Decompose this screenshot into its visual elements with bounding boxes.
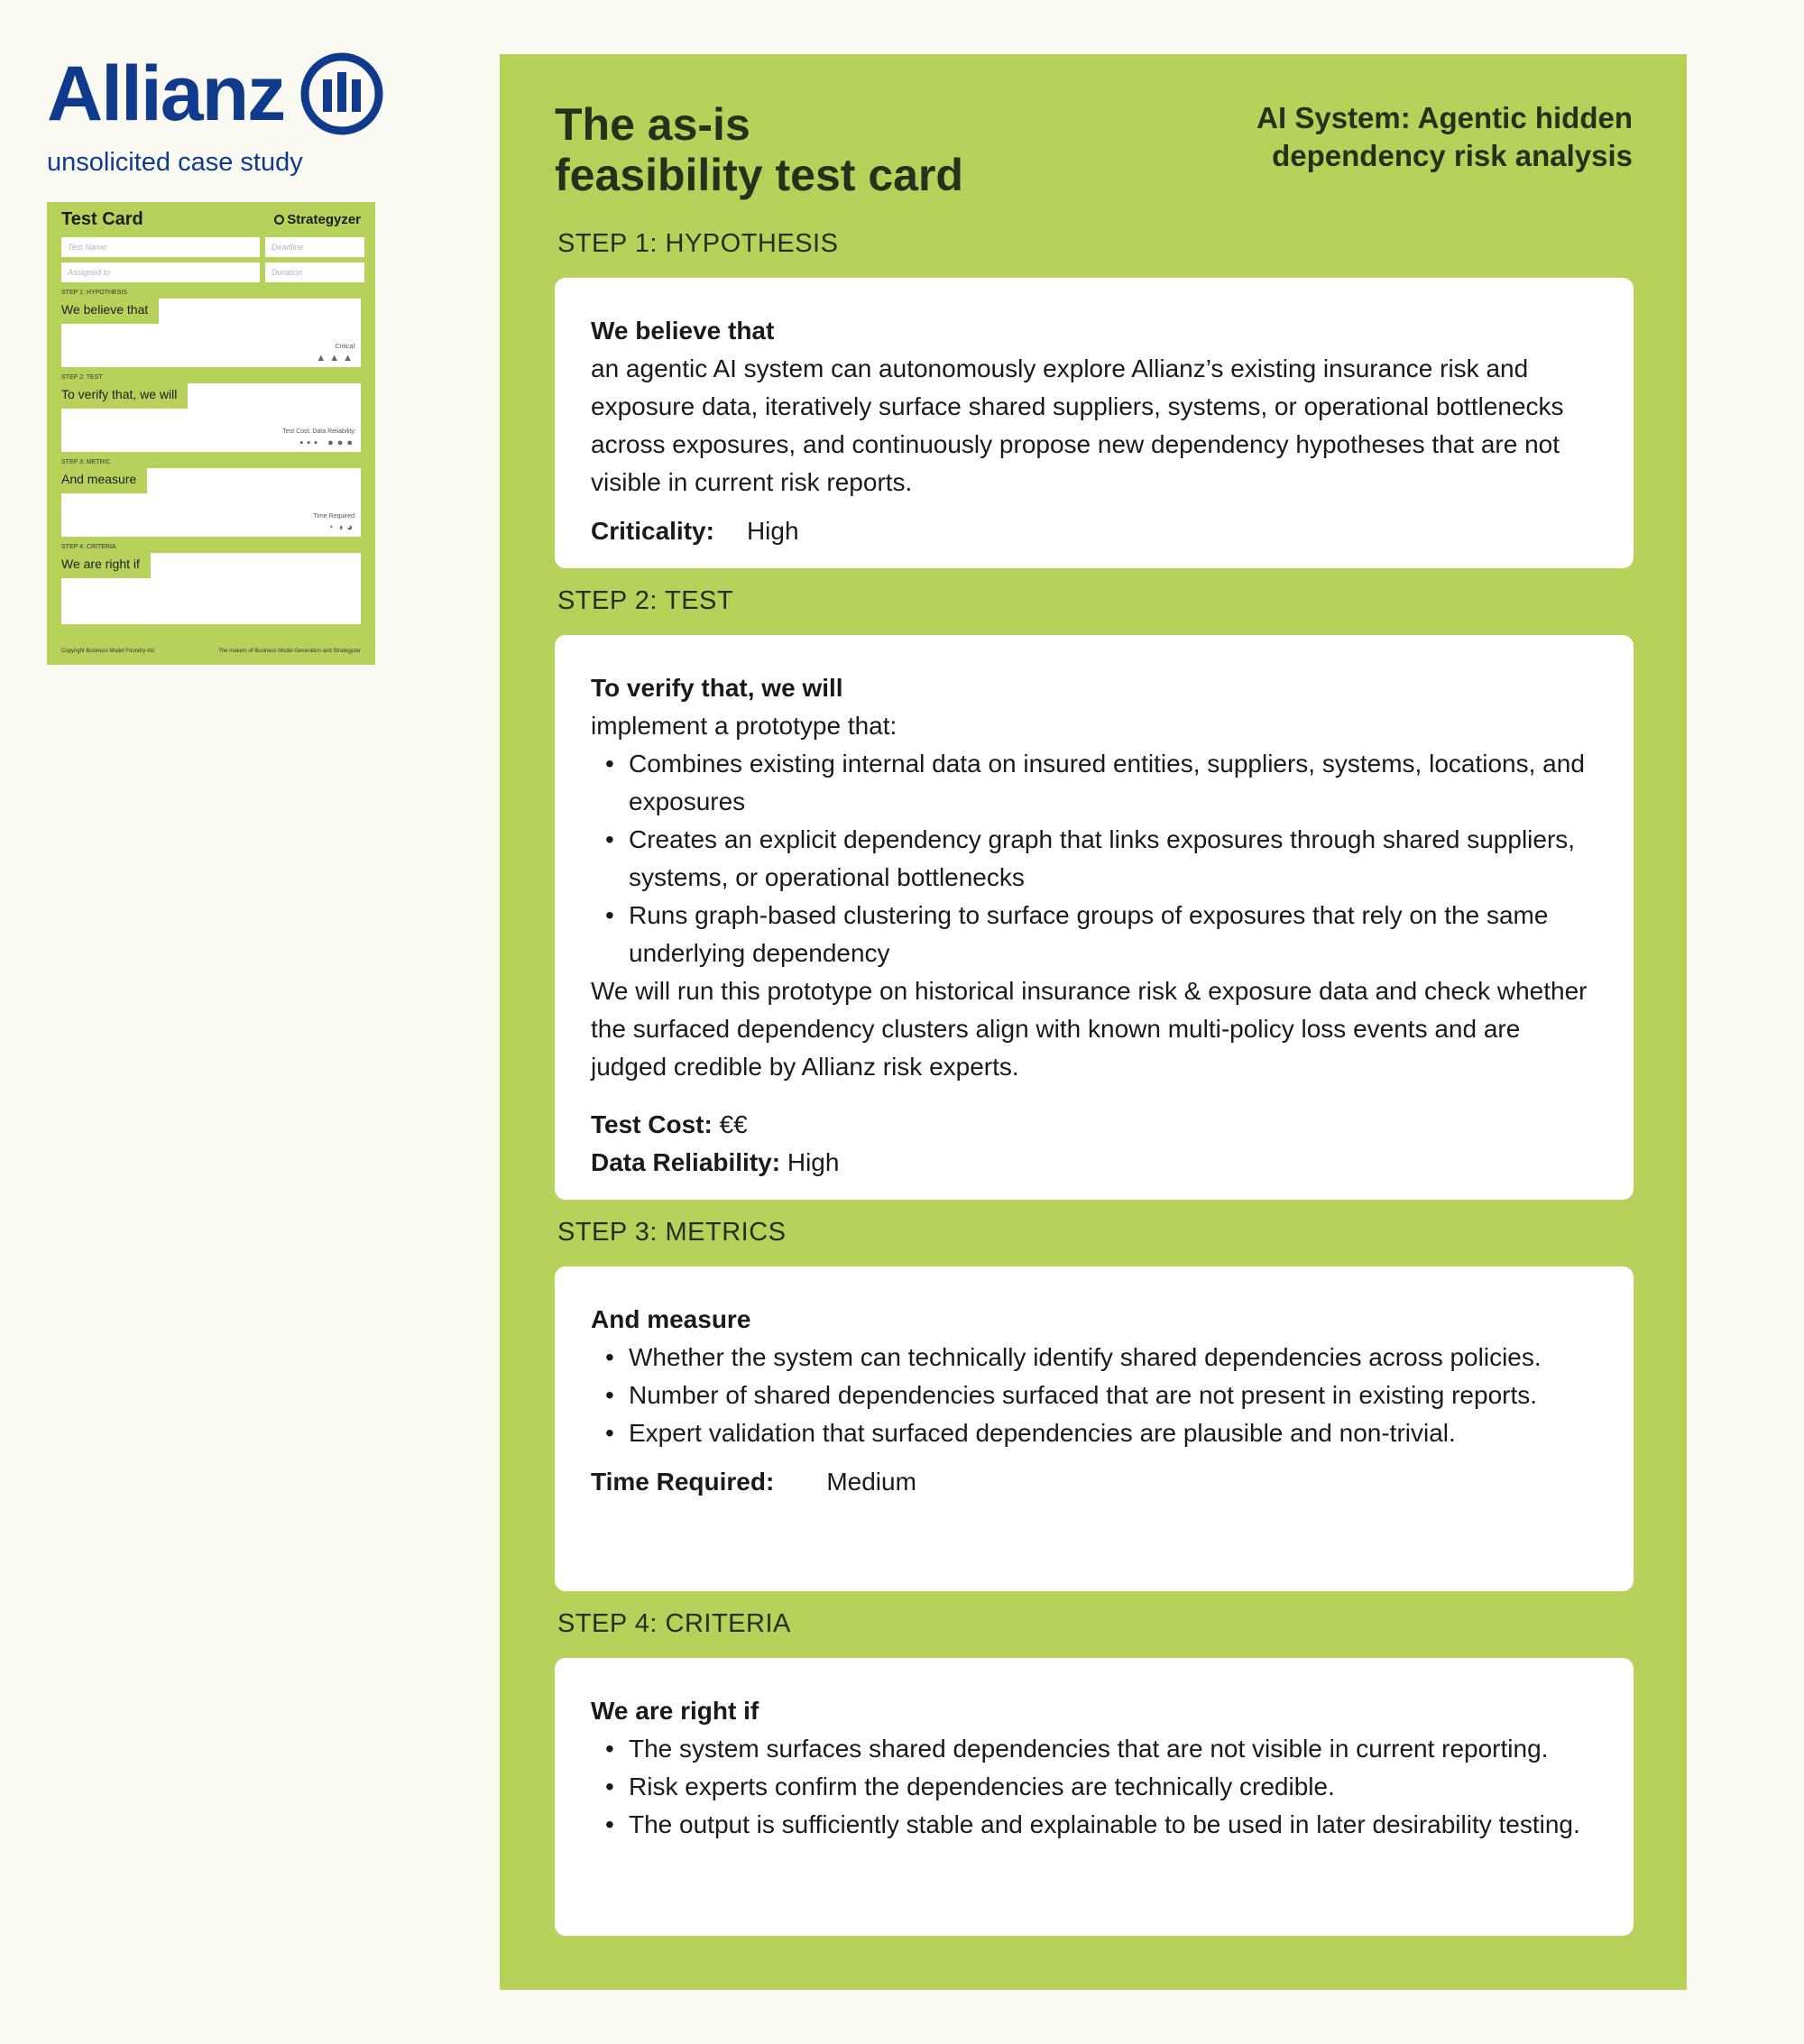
list-item: • Number of shared dependencies surfaced that are not present in existing reports. <box>629 1376 1597 1414</box>
mini-step-lead: To verify that, we will <box>61 383 188 409</box>
test-cost-value: €€ <box>719 1110 748 1138</box>
mini-step-label: STEP 2: TEST <box>61 374 103 381</box>
step2-lead: To verify that, we will <box>591 674 843 702</box>
step3-bullet-list <box>591 1339 1597 1452</box>
mini-step-box <box>61 383 361 452</box>
mini-step-meta: Time Required: <box>313 513 356 520</box>
step2-outro: We will run this prototype on historical insurance risk & exposure data and check whether the surfaced dependency clusters align with known multi-policy loss events and are judged credible by Allianz risk experts. <box>591 977 1588 1081</box>
list-item: • Combines existing internal data on insured entities, suppliers, systems, locations, and exposures <box>629 745 1597 821</box>
mini-step-label: STEP 3: METRIC <box>61 459 111 465</box>
mini-field: Test Name <box>61 237 260 257</box>
mini-field: Assigned to <box>61 262 260 282</box>
mini-step-label: STEP 1: HYPOTHESIS <box>61 290 128 296</box>
cost-reliability-icons: ▪▪▪ ●●● <box>299 437 356 448</box>
mini-step-lead: And measure <box>61 468 147 493</box>
test-card-thumbnail <box>47 202 375 665</box>
mini-card-brand: Strategyzer <box>274 212 361 227</box>
list-item: • Risk experts confirm the dependencies are technically credible. <box>629 1768 1597 1806</box>
step2-intro: implement a prototype that: <box>591 712 897 740</box>
feasibility-test-card <box>500 54 1687 1990</box>
mini-step-meta: Critical: <box>335 344 356 350</box>
mini-step-lead: We believe that <box>61 299 159 324</box>
mini-step-lead: We are right if <box>61 553 151 578</box>
criticality-row: Criticality: High <box>591 517 799 545</box>
brand-name: Allianz <box>47 51 285 137</box>
step1-label: STEP 1: HYPOTHESIS <box>557 229 839 258</box>
list-item: • The system surfaces shared dependencies that are not visible in current reporting. <box>629 1730 1597 1768</box>
criticality-triangles-icon: ▲▲▲ <box>316 353 356 364</box>
step2-panel <box>555 635 1634 1200</box>
mini-footer-left: Copyright Business Model Foundry AG <box>61 649 155 654</box>
step4-lead: We are right if <box>591 1697 759 1725</box>
step1-lead: We believe that <box>591 317 775 345</box>
allianz-eagle-icon <box>300 52 383 135</box>
data-reliability-row: Data Reliability: High <box>591 1148 840 1176</box>
step3-panel <box>555 1266 1634 1591</box>
test-cost-row: Test Cost: €€ <box>591 1110 748 1138</box>
brand-header <box>47 52 383 135</box>
mini-field: Duration <box>265 262 364 282</box>
step3-lead: And measure <box>591 1305 751 1333</box>
mini-step-box <box>61 553 361 624</box>
time-required-row: Time Required: Medium <box>591 1468 916 1496</box>
mini-step-label: STEP 4: CRITERIA <box>61 544 116 550</box>
mini-footer-right: The makers of Business Model Generation and Strategyzer <box>218 649 361 654</box>
step1-body: an agentic AI system can autonomously explore Allianz’s existing insurance risk and exposure data, iteratively surface shared suppliers, systems, or operational bottlenecks across exposures, and continuously propose new dependency hypotheses that are not visible in current risk reports. <box>591 354 1564 496</box>
card-title: The as-is feasibility test card <box>555 99 963 200</box>
step4-panel <box>555 1658 1634 1936</box>
mini-step-box <box>61 299 361 367</box>
list-item: • The output is sufficiently stable and explainable to be used in later desirability testing. <box>629 1806 1597 1844</box>
step4-bullet-list <box>591 1730 1597 1844</box>
clock-icons: ◔◑◕ <box>327 522 356 533</box>
strategyzer-icon <box>274 215 284 225</box>
criticality-value: High <box>746 517 799 545</box>
mini-card-title: Test Card <box>61 209 143 229</box>
step1-panel <box>555 278 1634 568</box>
list-item: • Expert validation that surfaced dependencies are plausible and non-trivial. <box>629 1414 1597 1452</box>
time-required-value: Medium <box>826 1468 916 1496</box>
step2-label: STEP 2: TEST <box>557 586 734 615</box>
list-item: • Creates an explicit dependency graph that links exposures through shared suppliers, systems, or operational bottlenecks <box>629 821 1597 897</box>
mini-step-box <box>61 468 361 537</box>
list-item: • Whether the system can technically identify shared dependencies across policies. <box>629 1339 1597 1376</box>
list-item: • Runs graph-based clustering to surface groups of exposures that rely on the same underlying dependency <box>629 897 1597 972</box>
mini-field: Deadline <box>265 237 364 257</box>
brand-subtitle: unsolicited case study <box>47 148 303 177</box>
data-reliability-value: High <box>787 1148 840 1176</box>
step2-bullet-list <box>591 745 1597 972</box>
step3-label: STEP 3: METRICS <box>557 1218 787 1247</box>
ai-system-label: AI System: Agentic hidden dependency risk analysis <box>1256 101 1633 172</box>
step4-label: STEP 4: CRITERIA <box>557 1609 791 1638</box>
mini-step-meta: Test Cost: Data Reliability: <box>282 428 356 435</box>
